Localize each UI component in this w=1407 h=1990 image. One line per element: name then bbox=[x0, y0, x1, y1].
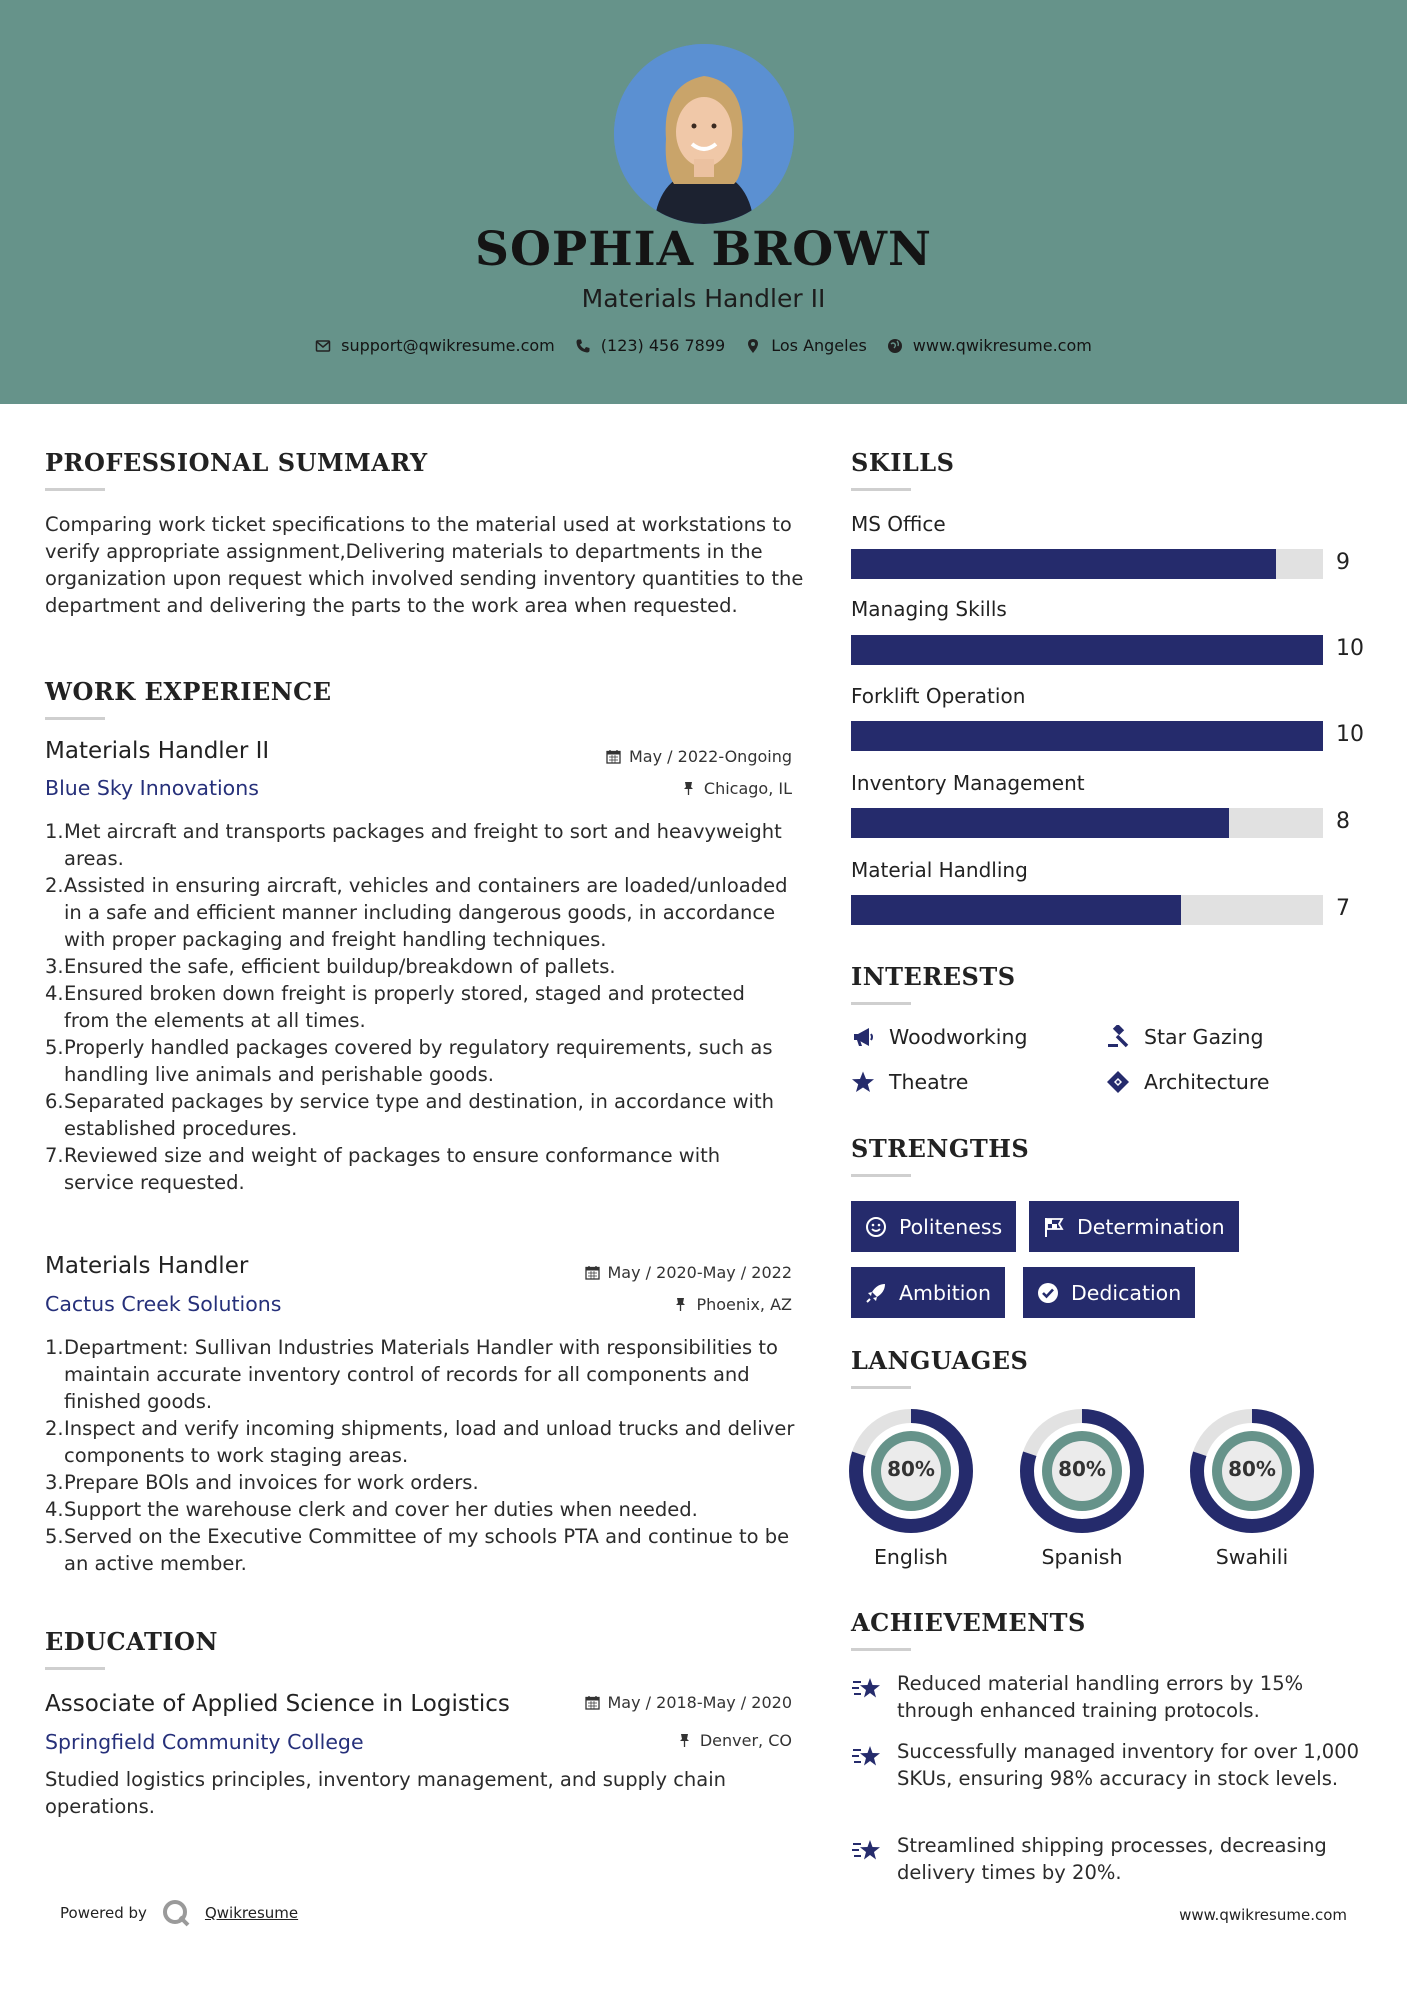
skill-bar bbox=[851, 635, 1323, 665]
experience-heading-rule bbox=[45, 717, 105, 720]
contact-location-text: Los Angeles bbox=[771, 336, 867, 355]
gavel-icon bbox=[1106, 1025, 1130, 1049]
resume-header bbox=[0, 0, 1407, 404]
powered-by-label: Powered by bbox=[60, 1904, 147, 1922]
list-item: 5. Served on the Executive Committee of my schools PTA and continue to be an active member. bbox=[45, 1525, 790, 1575]
summary-text: Comparing work ticket specifications to the material used at workstations to verify appropriate assignment,Delivering materials to departments in the organization upon request which involved sending inventory quantities to the department and delivering the parts to the work area when requested. bbox=[45, 513, 804, 617]
strength-chip-determination bbox=[1029, 1201, 1239, 1252]
calendar-icon bbox=[585, 1695, 600, 1710]
job-date-text: May / 2020-May / 2022 bbox=[607, 1263, 792, 1282]
map-pin-icon bbox=[745, 338, 761, 354]
skill-value: 9 bbox=[1336, 550, 1350, 575]
contact-email-text: support@qwikresume.com bbox=[341, 336, 555, 355]
achievements-heading: ACHIEVEMENTS bbox=[851, 1608, 1086, 1637]
check-circle-icon bbox=[1037, 1282, 1059, 1304]
languages-heading: LANGUAGES bbox=[851, 1346, 1029, 1375]
education-date bbox=[585, 1693, 793, 1712]
globe-icon bbox=[887, 338, 903, 354]
contact-website-text: www.qwikresume.com bbox=[912, 336, 1092, 355]
contact-phone[interactable] bbox=[575, 336, 725, 355]
education-location-text: Denver, CO bbox=[699, 1731, 792, 1750]
interest-label: Star Gazing bbox=[1144, 1025, 1264, 1049]
experience-heading: WORK EXPERIENCE bbox=[45, 677, 332, 706]
calendar-icon bbox=[606, 749, 621, 764]
education-heading-rule bbox=[45, 1667, 105, 1670]
interest-label: Woodworking bbox=[889, 1025, 1028, 1049]
qwikresume-logo-icon bbox=[161, 1898, 191, 1928]
megaphone-icon bbox=[851, 1025, 875, 1049]
list-item: 3. Ensured the safe, efficient buildup/breakdown of pallets. bbox=[45, 955, 616, 978]
job-title: Materials Handler bbox=[45, 1253, 249, 1279]
skill-name: Managing Skills bbox=[851, 597, 1007, 621]
skill-value: 7 bbox=[1336, 896, 1350, 921]
star-icon bbox=[851, 1070, 875, 1094]
shooting-star-icon bbox=[851, 1674, 883, 1704]
skill-name: Material Handling bbox=[851, 858, 1028, 882]
interest-star-gazing bbox=[1106, 1025, 1263, 1049]
job-bullets bbox=[45, 818, 795, 1196]
language-percent: 80% bbox=[887, 1457, 935, 1481]
strengths-heading-rule bbox=[851, 1174, 911, 1177]
list-item: 2. Inspect and verify incoming shipments, load and unload trucks and deliver components to work staging areas. bbox=[45, 1417, 795, 1467]
language-percent: 80% bbox=[1228, 1457, 1276, 1481]
degree-title: Associate of Applied Science in Logistics bbox=[45, 1691, 510, 1717]
strength-chip-ambition bbox=[851, 1267, 1005, 1318]
strength-label: Ambition bbox=[899, 1280, 991, 1305]
interest-theatre bbox=[851, 1070, 968, 1094]
language-name: English bbox=[873, 1545, 949, 1569]
skill-name: MS Office bbox=[851, 512, 946, 536]
language-name: Spanish bbox=[1041, 1545, 1123, 1569]
flag-icon bbox=[1043, 1216, 1065, 1238]
skill-bar-fill bbox=[851, 808, 1229, 838]
interest-label: Architecture bbox=[1144, 1070, 1270, 1094]
school-name: Springfield Community College bbox=[45, 1730, 364, 1754]
strength-label: Politeness bbox=[899, 1214, 1003, 1239]
candidate-title: Materials Handler II bbox=[581, 284, 826, 313]
skill-bar-fill bbox=[851, 635, 1323, 665]
list-item: 4. Ensured broken down freight is properly stored, staged and protected from the elements at all times. bbox=[45, 982, 745, 1032]
job-company: Cactus Creek Solutions bbox=[45, 1292, 282, 1316]
skill-name: Forklift Operation bbox=[851, 684, 1026, 708]
achievements-heading-rule bbox=[851, 1648, 911, 1651]
interest-label: Theatre bbox=[889, 1070, 969, 1094]
languages-heading-rule bbox=[851, 1386, 911, 1389]
achievement-item bbox=[851, 1832, 1371, 1886]
job-location bbox=[673, 1295, 792, 1314]
skill-bar bbox=[851, 721, 1323, 751]
job-date bbox=[606, 747, 792, 766]
pushpin-icon bbox=[677, 1733, 692, 1748]
smile-icon bbox=[865, 1216, 887, 1238]
language-name: Swahili bbox=[1215, 1545, 1289, 1569]
interests-heading-rule bbox=[851, 1002, 911, 1005]
skill-bar bbox=[851, 895, 1323, 925]
shooting-star-icon bbox=[851, 1742, 883, 1772]
list-item: 4. Support the warehouse clerk and cover her duties when needed. bbox=[45, 1498, 698, 1521]
language-percent: 80% bbox=[1058, 1457, 1106, 1481]
education-description: Studied logistics principles, inventory management, and supply chain operations. bbox=[45, 1768, 727, 1818]
calendar-icon bbox=[585, 1265, 600, 1280]
list-item: 2. Assisted in ensuring aircraft, vehicles and containers are loaded/unloaded in a safe and efficient manner including dangerous goods, in accordance with proper packaging and freight handling techniques. bbox=[45, 874, 788, 951]
education-location bbox=[677, 1731, 792, 1750]
achievement-text: Streamlined shipping processes, decreasing delivery times by 20%. bbox=[897, 1834, 1327, 1884]
profile-photo bbox=[614, 44, 794, 224]
skill-bar-fill bbox=[851, 549, 1276, 579]
envelope-icon bbox=[315, 338, 331, 354]
job-date bbox=[585, 1263, 793, 1282]
shooting-star-icon bbox=[851, 1836, 883, 1866]
job-location-text: Phoenix, AZ bbox=[696, 1295, 792, 1314]
list-item: 3. Prepare BOls and invoices for work orders. bbox=[45, 1471, 479, 1494]
skill-value: 10 bbox=[1336, 636, 1364, 661]
skill-bar bbox=[851, 549, 1323, 579]
achievement-item bbox=[851, 1738, 1371, 1792]
contact-website[interactable] bbox=[887, 336, 1092, 355]
phone-icon bbox=[575, 338, 591, 354]
job-date-text: May / 2022-Ongoing bbox=[629, 747, 792, 766]
strength-label: Determination bbox=[1077, 1214, 1225, 1239]
candidate-name: SOPHIA BROWN bbox=[475, 222, 932, 277]
footer-website[interactable]: www.qwikresume.com bbox=[1179, 1906, 1347, 1924]
rocket-icon bbox=[865, 1282, 887, 1304]
achievement-text: Successfully managed inventory for over 1,000 SKUs, ensuring 98% accuracy in stock levels. bbox=[897, 1740, 1360, 1790]
job-company: Blue Sky Innovations bbox=[45, 776, 259, 800]
language-spanish bbox=[1020, 1409, 1144, 1569]
skill-value: 8 bbox=[1336, 809, 1350, 834]
skills-heading-rule bbox=[851, 488, 911, 491]
achievement-text: Reduced material handling errors by 15% through enhanced training protocols. bbox=[897, 1672, 1304, 1722]
job-bullets bbox=[45, 1334, 800, 1577]
list-item: 7. Reviewed size and weight of packages to ensure conformance with service requested. bbox=[45, 1144, 721, 1194]
pushpin-icon bbox=[673, 1297, 688, 1312]
list-item: 6. Separated packages by service type and destination, in accordance with established procedures. bbox=[45, 1090, 774, 1140]
strength-chip-dedication bbox=[1023, 1267, 1195, 1318]
skill-bar-fill bbox=[851, 721, 1323, 751]
job-title: Materials Handler II bbox=[45, 738, 270, 764]
skill-bar-fill bbox=[851, 895, 1181, 925]
interest-architecture bbox=[1106, 1070, 1270, 1094]
footer-powered-by bbox=[60, 1898, 298, 1928]
skill-name: Inventory Management bbox=[851, 771, 1085, 795]
brand-link[interactable]: Qwikresume bbox=[204, 1904, 299, 1922]
skill-bar bbox=[851, 808, 1323, 838]
pushpin-icon bbox=[681, 781, 696, 796]
list-item: 1. Department: Sullivan Industries Materials Handler with responsibilities to maintain accurate inventory control of records for all components and finished goods. bbox=[45, 1336, 778, 1413]
contact-location bbox=[745, 336, 867, 355]
contact-phone-text: (123) 456 7899 bbox=[600, 336, 726, 355]
skill-value: 10 bbox=[1336, 722, 1364, 747]
profile-photo-image bbox=[614, 44, 794, 224]
job-location bbox=[681, 779, 792, 798]
contact-bar bbox=[0, 336, 1407, 355]
language-swahili bbox=[1190, 1409, 1314, 1569]
strengths-heading: STRENGTHS bbox=[851, 1134, 1030, 1163]
interest-woodworking bbox=[851, 1025, 1027, 1049]
tag-icon bbox=[1106, 1070, 1130, 1094]
list-item: 1. Met aircraft and transports packages and freight to sort and heavyweight areas. bbox=[45, 820, 782, 870]
achievement-item bbox=[851, 1670, 1371, 1724]
job-location-text: Chicago, IL bbox=[703, 779, 792, 798]
contact-email[interactable] bbox=[315, 336, 555, 355]
education-heading: EDUCATION bbox=[45, 1627, 218, 1656]
list-item: 5. Properly handled packages covered by regulatory requirements, such as handling live animals and perishable goods. bbox=[45, 1036, 773, 1086]
summary-heading: PROFESSIONAL SUMMARY bbox=[45, 448, 428, 477]
strength-label: Dedication bbox=[1071, 1280, 1182, 1305]
skills-heading: SKILLS bbox=[851, 448, 955, 477]
education-date-text: May / 2018-May / 2020 bbox=[607, 1693, 792, 1712]
interests-heading: INTERESTS bbox=[851, 962, 1016, 991]
strength-chip-politeness bbox=[851, 1201, 1016, 1252]
summary-heading-rule bbox=[45, 488, 105, 491]
language-english bbox=[849, 1409, 973, 1569]
